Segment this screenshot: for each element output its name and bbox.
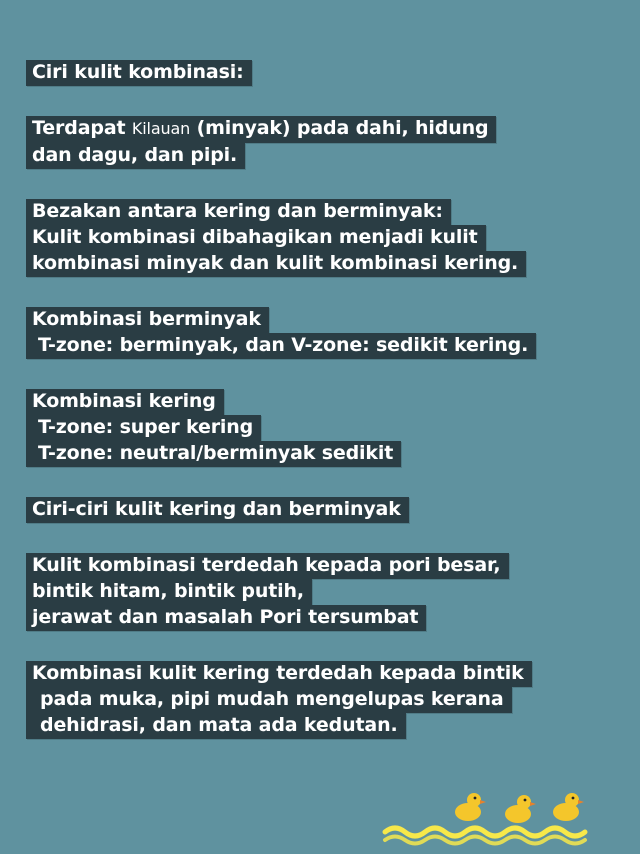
text-line: Ciri-ciri kulit kering dan berminyak — [26, 497, 409, 523]
duck-icon — [500, 790, 536, 826]
text-line: Kombinasi kulit kering terdedah kepada bintik — [26, 661, 532, 687]
duck-decoration — [380, 788, 610, 848]
text-content — [26, 60, 616, 769]
text-line: Kombinasi kering — [26, 389, 224, 415]
text-part: Terdapat — [32, 117, 132, 139]
block-pores — [26, 553, 616, 631]
text-line: dan dagu, dan pipi. — [26, 143, 245, 169]
text-line: dehidrasi, dan mata ada kedutan. — [26, 713, 406, 739]
text-line: bintik hitam, bintik putih, — [26, 579, 312, 605]
text-line: jerawat dan masalah Pori tersumbat — [26, 605, 426, 631]
block-oily-combination — [26, 307, 616, 359]
block-shine-description — [26, 116, 616, 169]
text-line: Kulit kombinasi terdedah kepada pori besar, — [26, 553, 509, 579]
text-line: Ciri kulit kombinasi: — [26, 60, 252, 86]
duck-icon — [548, 788, 584, 824]
text-line: pada muka, pipi mudah mengelupas kerana — [26, 687, 512, 713]
text-line: kombinasi minyak dan kulit kombinasi kering. — [26, 251, 526, 277]
duck-icon — [450, 788, 486, 824]
block-characteristics-heading — [26, 497, 616, 523]
text-line: Kulit kombinasi dibahagikan menjadi kulit — [26, 225, 486, 251]
block-dry-combination — [26, 389, 616, 467]
text-part-small: Kilauan — [131, 119, 191, 138]
block-difference — [26, 199, 616, 277]
text-line: T-zone: neutral/berminyak sedikit — [26, 441, 401, 467]
text-line: Bezakan antara kering dan berminyak: — [26, 199, 451, 225]
text-line: Kombinasi berminyak — [26, 307, 269, 333]
text-line: T-zone: super kering — [26, 415, 261, 441]
block-dry-spots — [26, 661, 616, 739]
text-part: (minyak) pada dahi, hidung — [190, 117, 489, 139]
text-line — [26, 116, 496, 143]
block-title — [26, 60, 616, 86]
text-line: T-zone: berminyak, dan V-zone: sedikit kering. — [26, 333, 536, 359]
